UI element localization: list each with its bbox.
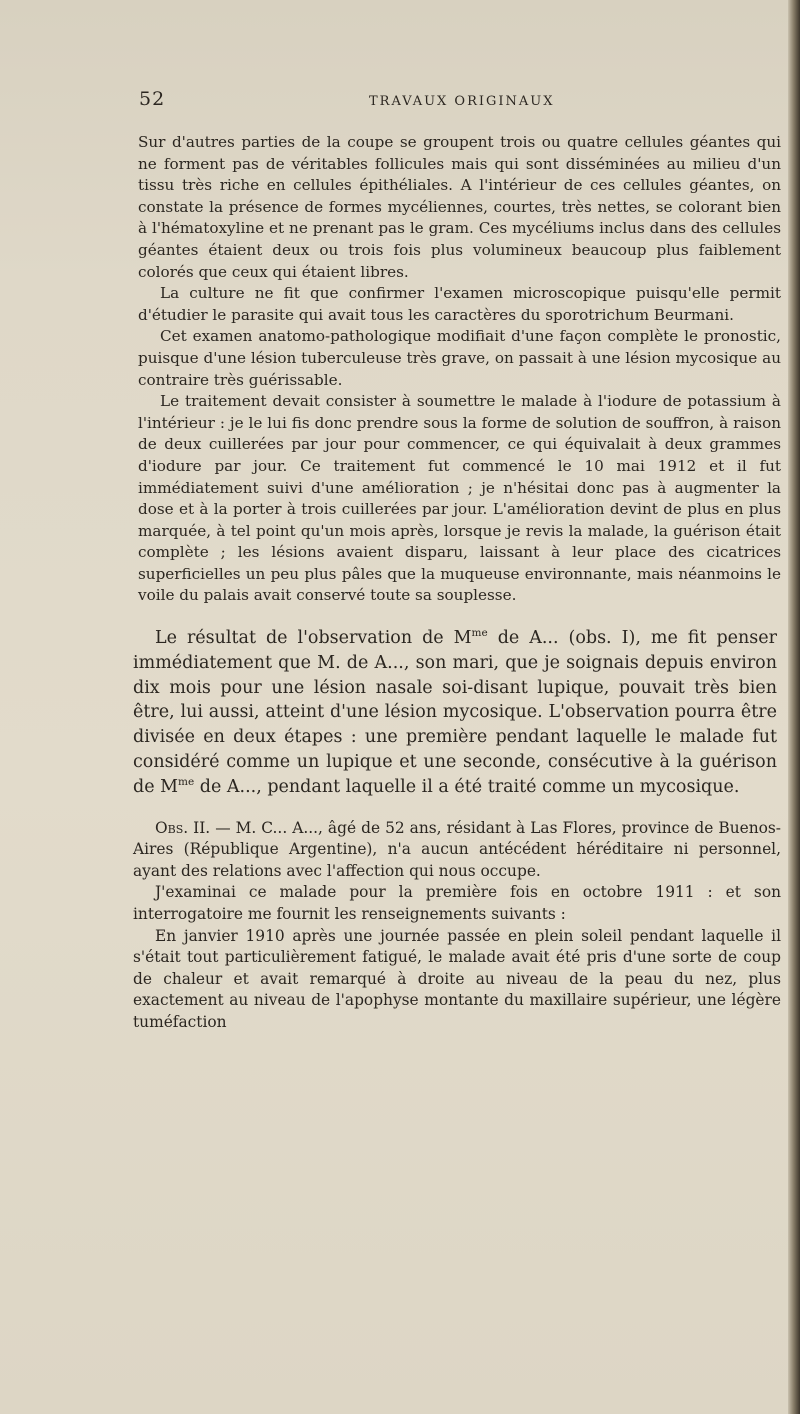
paragraph: Le résultat de l'observation de $M^{me}$ de A... (obs. I), me fit penser immédiatement que M. de A..., son mari, que je soignais depuis environ dix mois pour une lésion nasale soi-disant lupique, pouvait très bien être, lui aussi, atteint d'une lésion mycosique. L'observation pourra être divisée en deux étapes : une première pendant laquelle le malade fut considéré comme un lupique et une seconde, consécutive à la guérison de $M^{me}$ de A..., pendant laquelle il a été traité comme un mycosique. (133, 627, 777, 797)
page-number: 52 (139, 88, 166, 110)
page-edge-shadow (788, 0, 800, 1414)
paragraph: La culture ne fit que confirmer l'examen microscopique puisqu'elle permit d'étudier le parasite qui avait tous les caractères du sporotrichum Beurmani. (138, 284, 781, 324)
paragraph: En janvier 1910 après une journée passée en plein soleil pendant laquelle il s'était tout particulièrement fatigué, le malade avait été pris d'une sorte de coup de chaleur et avait remarqué à droite au niveau de la peau du nez, plus exactement au niveau de l'apophyse montante du maxillaire supérieur, une légère tuméfaction (133, 926, 781, 1031)
paragraph: Le traitement devait consister à soumettre le malade à l'iodure de potassium à l'intérieur : je le lui fis donc prendre sous la forme de solution de souffron, à raison de deux cuillerées par jour pour commencer, ce qui équivalait à deux grammes d'iodure par jour. Ce traitement fut commencé le 10 mai 1912 et il fut immédiatement suivi d'une amélioration ; je n'hésitai donc pas à augmenter la dose et à la porter à trois cuillerées par jour. L'amélioration devint de plus en plus marquée, à tel point qu'un mois après, lorsque je revis la malade, la guérison était complète ; les lésions avaient disparu, laissant à leur place des cicatrices superficielles un peu plus pâles que la muqueuse environnante, mais néanmoins le voile du palais avait conservé toute sa souplesse. (138, 392, 781, 605)
text-column (133, 88, 781, 1034)
paragraph: Obs. II. — M. C... A..., âgé de 52 ans, résidant à Las Flores, province de Buenos-Aires (République Argentine), n'a aucun antécédent héréditaire ni personnel, ayant des relations avec l'affection qui nous occupe. (133, 818, 781, 880)
section-observation-two (133, 818, 781, 1034)
paragraph: Cet examen anatomo-pathologique modifiait d'une façon complète le pronostic, puisque d'une lésion tuberculeuse très grave, on passait à une lésion mycosique au contraire très guérissable. (138, 327, 781, 389)
running-head: TRAVAUX ORIGINAUX (369, 94, 555, 109)
section-case-one-continued (133, 132, 781, 607)
page-header (133, 88, 781, 118)
section-transition (133, 626, 781, 800)
paragraph: Sur d'autres parties de la coupe se groupent trois ou quatre cellules géantes qui ne forment pas de véritables follicules mais qui sont disséminées au milieu d'un tissu très riche en cellules épithéliales. A l'intérieur de ces cellules géantes, on constate la présence de formes mycéliennes, courtes, très nettes, se colorant bien à l'hématoxyline et ne prenant pas le gram. Ces mycéliums inclus dans des cellules géantes étaient deux ou trois fois plus volumineux beaucoup plus faiblement colorés que ceux qui étaient libres. (138, 133, 781, 281)
paragraph: J'examinai ce malade pour la première fois en octobre 1911 : et son interrogatoire me fournit les renseignements suivants : (133, 883, 781, 924)
observation-label: Obs. II. (155, 818, 211, 837)
